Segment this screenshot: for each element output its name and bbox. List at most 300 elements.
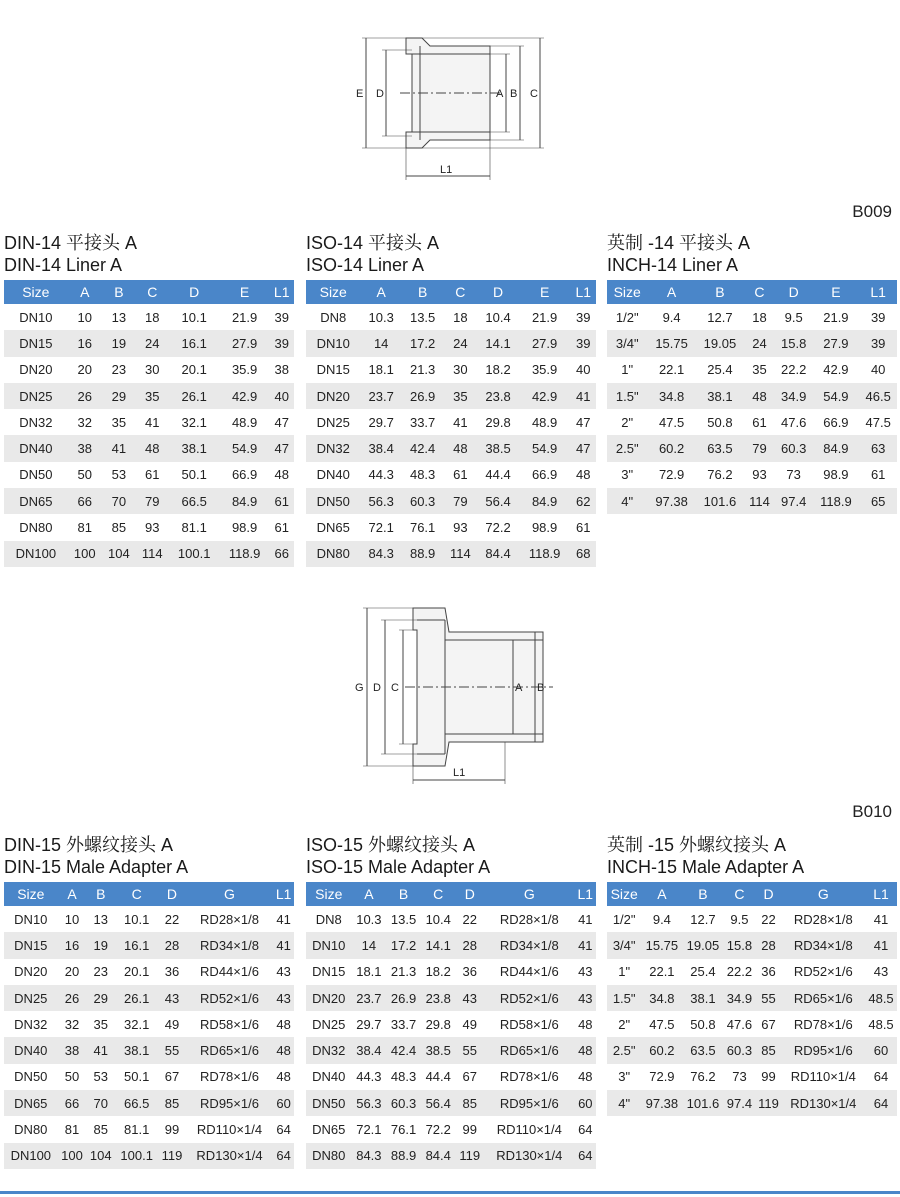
table-cell: DN80 (14, 1122, 48, 1138)
table-header-row (306, 882, 596, 906)
table-cell: DN80 (306, 541, 360, 567)
spec-table (607, 280, 897, 514)
table-cell: 81.1 (124, 1122, 150, 1138)
table-cell: 20 (77, 362, 92, 378)
table-cell: 60.2 (647, 435, 695, 461)
table-cell: 72.1 (368, 520, 394, 536)
table-cell: 64 (273, 1143, 294, 1169)
table-cell: 25.4 (707, 362, 733, 378)
table-cell: 15.8 (723, 932, 755, 958)
table-cell: 33.7 (409, 414, 436, 430)
table-cell: RD28×1/8 (499, 911, 559, 927)
table-cell: DN40 (4, 1037, 58, 1063)
table-cell: 12.7 (707, 309, 733, 325)
table-cell: 43 (158, 985, 185, 1011)
table-cell: DN8 (320, 309, 347, 325)
column-header: A (58, 882, 87, 906)
table-cell: DN20 (19, 362, 53, 378)
table-cell: 61 (752, 414, 767, 430)
table-cell: 54.9 (519, 435, 571, 461)
dim-label-a: A (515, 682, 523, 694)
table-cell: 36 (462, 964, 477, 980)
table-cell: 88.9 (402, 541, 443, 567)
table-cell: 21.3 (390, 964, 417, 980)
table-cell: RD44×1/6 (200, 964, 259, 980)
table-cell: 32 (77, 414, 92, 430)
dim-label-l1: L1 (440, 164, 453, 176)
column-header: C (421, 882, 456, 906)
table-row (4, 1011, 294, 1037)
table-cell: 42.4 (402, 435, 443, 461)
table-cell: 85 (755, 1037, 781, 1063)
column-header: C (723, 882, 755, 906)
table-cell: 19 (102, 330, 136, 356)
table-cell: 54.9 (220, 435, 270, 461)
table-cell: 55 (755, 985, 781, 1011)
table-cell: DN40 (312, 1069, 346, 1085)
table-cell: 47 (274, 414, 289, 430)
table-cell: 41 (873, 911, 889, 927)
table-cell: 9.5 (784, 309, 803, 325)
table-cell: 9.4 (662, 309, 681, 325)
table-cell: 48 (276, 1069, 291, 1085)
table-cell: 66.9 (531, 467, 558, 483)
table-row (306, 985, 596, 1011)
column-header: G (782, 882, 865, 906)
table-cell: 84.9 (812, 435, 859, 461)
table-block-iso14 (306, 232, 596, 567)
table-row (607, 959, 897, 985)
table-cell: 47 (576, 414, 591, 430)
table-cell: 39 (870, 309, 886, 325)
table-cell: 66.5 (115, 1090, 158, 1116)
table-block-inch14 (607, 232, 897, 514)
table-cell: 44.3 (356, 1069, 382, 1085)
table-cell: 53 (111, 467, 127, 483)
table-cell: 23.8 (477, 383, 518, 409)
table-title-cn: DIN-14 平接头 A (4, 233, 138, 253)
table-cell: 48.5 (865, 985, 897, 1011)
table-cell: 60.3 (386, 1090, 421, 1116)
table-title-cn: 英制 -14 平接头 A (607, 233, 751, 253)
table-row (306, 462, 596, 488)
table-cell: 70 (102, 488, 136, 514)
table-cell: 48.3 (390, 1069, 417, 1085)
table-row (4, 514, 294, 540)
table-cell: 2.5" (607, 435, 647, 461)
table-cell: 101.6 (682, 1090, 723, 1116)
table-cell: 55 (158, 1037, 185, 1063)
table-cell: 28 (158, 932, 185, 958)
table-cell: 23.8 (421, 985, 456, 1011)
column-header: G (186, 882, 274, 906)
table-cell: 104 (102, 541, 136, 567)
table-cell: 85 (456, 1090, 484, 1116)
table-cell: DN40 (316, 467, 350, 483)
spec-table (607, 882, 897, 1116)
footer-rule (0, 1191, 900, 1194)
table-cell: 15.8 (775, 330, 813, 356)
table-row (4, 932, 294, 958)
table-cell: 61 (870, 467, 886, 483)
table-cell: RD110×1/4 (790, 1069, 856, 1085)
table-title-en: INCH-14 Liner A (607, 255, 739, 275)
table-cell: 39 (570, 330, 596, 356)
table-cell: 26 (68, 383, 102, 409)
table-header-row (607, 882, 897, 906)
table-cell: 46.5 (859, 383, 897, 409)
table-row (4, 959, 294, 985)
table-cell: 19.05 (696, 330, 744, 356)
table-cell: 26.1 (169, 383, 220, 409)
dim-label-b: B (510, 88, 518, 100)
column-header: C (744, 280, 775, 304)
table-cell: 38 (68, 435, 102, 461)
table-cell: 55 (456, 1037, 484, 1063)
table-cell: 35 (111, 414, 127, 430)
table-cell: DN32 (306, 435, 360, 461)
table-cell: DN15 (312, 964, 346, 980)
table-cell: 64 (865, 1090, 897, 1116)
table-cell: 10.1 (181, 309, 207, 325)
column-header: D (158, 882, 185, 906)
table-row (607, 985, 897, 1011)
table-cell: 68 (570, 541, 596, 567)
table-cell: 47.6 (781, 414, 807, 430)
table-cell: 49 (462, 1016, 477, 1032)
table-cell: 27.9 (519, 330, 571, 356)
table-cell: DN100 (4, 541, 68, 567)
table-cell: 100.1 (115, 1143, 158, 1169)
table-cell: 97.4 (723, 1090, 755, 1116)
table-cell: 19.05 (682, 932, 723, 958)
table-cell: 17.2 (386, 932, 421, 958)
dim-label-a: A (496, 88, 504, 100)
table-cell: 60 (865, 1037, 897, 1063)
column-header: A (352, 882, 387, 906)
table-cell: 18.2 (425, 964, 451, 980)
table-cell: 118.9 (220, 541, 270, 567)
table-cell: 50 (64, 1069, 80, 1085)
table-cell: 38 (58, 1037, 87, 1063)
table-cell: 50.1 (181, 467, 207, 483)
table-cell: DN20 (306, 383, 360, 409)
table-row (306, 1116, 596, 1142)
table-cell: 60.3 (723, 1037, 755, 1063)
table-cell: DN65 (4, 1090, 58, 1116)
table-row (306, 1064, 596, 1090)
table-row (4, 906, 294, 932)
table-cell: 42.9 (220, 383, 270, 409)
table-row (306, 1090, 596, 1116)
table-cell: 114 (136, 541, 169, 567)
table-cell: 32.1 (124, 1016, 150, 1032)
table-row (4, 985, 294, 1011)
table-cell: 48 (443, 435, 477, 461)
column-header: C (115, 882, 158, 906)
column-header: L1 (269, 280, 294, 304)
table-cell: DN80 (19, 520, 53, 536)
table-block-inch15 (607, 834, 897, 1116)
table-title-en: ISO-14 Liner A (306, 255, 425, 275)
table-row (4, 462, 294, 488)
column-header: L1 (859, 280, 897, 304)
table-row (607, 1011, 897, 1037)
table-cell: 66 (269, 541, 294, 567)
table-cell: 9.5 (730, 911, 749, 927)
table-cell: 16 (68, 330, 102, 356)
table-cell: 12.7 (690, 911, 716, 927)
table-cell: 19 (86, 932, 115, 958)
table-cell: 60.3 (402, 488, 443, 514)
table-row (607, 383, 897, 409)
table-cell: 48.5 (868, 1016, 894, 1032)
column-header: L1 (575, 882, 596, 906)
table-cell: 88.9 (386, 1143, 421, 1169)
table-title-en: ISO-15 Male Adapter A (306, 857, 491, 877)
table-cell: 41 (86, 1037, 115, 1063)
table-cell: 16.1 (169, 330, 220, 356)
table-row (306, 330, 596, 356)
table-block-din14 (4, 232, 294, 567)
table-cell: 28 (755, 932, 781, 958)
spec-table (4, 882, 294, 1169)
dim-label-e: E (356, 88, 364, 100)
table-row (607, 435, 897, 461)
table-row (607, 1090, 897, 1116)
table-cell: DN10 (14, 911, 48, 927)
table-cell: 79 (136, 488, 169, 514)
table-cell: 48 (276, 1016, 291, 1032)
table-cell: 22 (164, 911, 180, 927)
table-cell: 18.1 (368, 362, 394, 378)
table-cell: 70 (86, 1090, 115, 1116)
table-row (306, 435, 596, 461)
spec-table (4, 280, 294, 567)
table-cell: 65 (859, 488, 897, 514)
table-row (4, 488, 294, 514)
table-cell: 84.4 (421, 1143, 456, 1169)
table-row (4, 541, 294, 567)
table-row (607, 1064, 897, 1090)
table-cell: 32 (64, 1016, 80, 1032)
table-row (306, 1143, 596, 1169)
table-cell: 54.9 (812, 383, 859, 409)
table-cell: 47.5 (658, 414, 685, 430)
table-cell: 33.7 (390, 1016, 417, 1032)
table-cell: 48 (744, 383, 775, 409)
table-cell: 93 (752, 467, 767, 483)
table-cell: 61 (274, 520, 289, 536)
table-cell: 21.9 (823, 309, 849, 325)
table-cell: 35 (136, 383, 169, 409)
table-cell: DN65 (4, 488, 68, 514)
table-cell: 56.3 (352, 1090, 387, 1116)
table-cell: DN15 (4, 330, 68, 356)
table-cell: 49 (164, 1016, 180, 1032)
table-row (607, 906, 897, 932)
table-cell: 72.2 (425, 1122, 451, 1138)
table-cell: 13.5 (409, 309, 436, 325)
table-cell: 27.9 (812, 330, 859, 356)
table-cell: RD110×1/4 (496, 1122, 562, 1138)
spec-table (306, 882, 596, 1169)
table-cell: 38.4 (352, 1037, 387, 1063)
table-cell: 97.38 (641, 1090, 682, 1116)
table-cell: 39 (859, 330, 897, 356)
table-cell: DN15 (4, 932, 58, 958)
table-cell: 60 (273, 1090, 294, 1116)
table-row (4, 1037, 294, 1063)
table-cell: DN25 (4, 985, 58, 1011)
table-cell: 34.8 (641, 985, 682, 1011)
table-cell: 60 (575, 1090, 596, 1116)
table-cell: 24 (136, 330, 169, 356)
table-cell: 50.1 (124, 1069, 150, 1085)
b009-cross-section-drawing (350, 28, 560, 188)
column-header: B (402, 280, 443, 304)
table-cell: 84.3 (352, 1143, 387, 1169)
column-header: D (169, 280, 220, 304)
table-cell: RD65×1/6 (186, 1037, 274, 1063)
table-cell: 76.1 (390, 1122, 417, 1138)
table-cell: 1" (618, 964, 631, 980)
column-header: A (641, 882, 682, 906)
table-cell: 38.1 (115, 1037, 158, 1063)
table-cell: DN50 (14, 1069, 48, 1085)
table-cell: 114 (443, 541, 477, 567)
table-cell: 35 (443, 383, 477, 409)
table-row (607, 409, 897, 435)
column-header: L1 (570, 280, 596, 304)
table-cell: 35.9 (231, 362, 258, 378)
table-row (4, 1116, 294, 1142)
table-cell: 62 (570, 488, 596, 514)
table-cell: 98.9 (231, 520, 258, 536)
table-cell: 81.1 (181, 520, 207, 536)
table-cell: 10.3 (368, 309, 394, 325)
table-cell: 10.4 (485, 309, 511, 325)
table-cell: DN10 (306, 330, 360, 356)
table-cell: 18.2 (485, 362, 511, 378)
table-cell: 99 (462, 1122, 477, 1138)
column-header: B (86, 882, 115, 906)
table-cell: 24 (443, 330, 477, 356)
column-header: Size (306, 280, 360, 304)
table-cell: RD130×1/4 (484, 1143, 575, 1169)
table-cell: 22.2 (781, 362, 807, 378)
table-cell: 84.9 (220, 488, 270, 514)
table-cell: 34.8 (647, 383, 695, 409)
table-cell: 98.9 (823, 467, 849, 483)
table-row (4, 435, 294, 461)
table-row (4, 409, 294, 435)
table-cell: 38.5 (477, 435, 518, 461)
table-cell: 53 (93, 1069, 108, 1085)
table-cell: 93 (453, 520, 468, 536)
table-cell: 64 (575, 1143, 596, 1169)
table-cell: 30 (145, 362, 160, 378)
table-cell: 67 (761, 1016, 776, 1032)
table-cell: RD65×1/6 (484, 1037, 575, 1063)
table-cell: 61 (576, 520, 591, 536)
table-cell: RD130×1/4 (782, 1090, 865, 1116)
column-header: D (775, 280, 813, 304)
table-cell: RD44×1/6 (499, 964, 559, 980)
dim-label-b: B (537, 682, 545, 694)
table-cell: DN25 (316, 414, 350, 430)
table-cell: 32.1 (181, 414, 207, 430)
table-cell: 26.9 (402, 383, 443, 409)
table-cell: 1" (621, 362, 634, 378)
column-header: Size (4, 882, 58, 906)
table-cell: 76.1 (409, 520, 436, 536)
table-title-en: DIN-14 Liner A (4, 255, 123, 275)
table-cell: RD95×1/6 (782, 1037, 865, 1063)
column-header: B (102, 280, 136, 304)
table-cell: 22.1 (658, 362, 685, 378)
column-header: L1 (273, 882, 294, 906)
table-cell: 41 (273, 932, 294, 958)
table-cell: 85 (158, 1090, 185, 1116)
table-cell: 56.4 (477, 488, 518, 514)
table-cell: 10.3 (356, 911, 382, 927)
table-header-row (4, 280, 294, 304)
table-cell: 43 (575, 985, 596, 1011)
table-cell: 1.5" (607, 985, 641, 1011)
table-cell: 79 (443, 488, 477, 514)
table-cell: 50 (77, 467, 92, 483)
table-cell: 48 (274, 467, 289, 483)
table-cell: 10 (64, 911, 80, 927)
table-row (4, 357, 294, 383)
table-block-din15 (4, 834, 294, 1169)
table-cell: 98.9 (531, 520, 558, 536)
table-cell: DN50 (306, 488, 360, 514)
table-cell: 48 (578, 1069, 593, 1085)
table-cell: 56.3 (360, 488, 401, 514)
table-cell: RD95×1/6 (186, 1090, 274, 1116)
table-cell: 10.4 (425, 911, 451, 927)
table-cell: 48 (578, 1016, 593, 1032)
table-cell: 10.1 (124, 911, 150, 927)
column-header: Size (607, 280, 647, 304)
table-cell: 22 (761, 911, 776, 927)
table-cell: 43 (273, 985, 294, 1011)
table-cell: 72.1 (356, 1122, 382, 1138)
table-row (306, 409, 596, 435)
table-cell: 41 (145, 414, 160, 430)
table-cell: 21.9 (531, 309, 558, 325)
table-row (4, 1143, 294, 1169)
table-row (306, 1011, 596, 1037)
table-cell: 22.1 (649, 964, 675, 980)
b010-cross-section-drawing (345, 602, 555, 787)
table-cell: 30 (453, 362, 468, 378)
table-cell: DN20 (14, 964, 48, 980)
table-cell: 97.38 (647, 488, 695, 514)
table-cell: 44.3 (368, 467, 394, 483)
table-cell: 24 (744, 330, 775, 356)
table-cell: 93 (145, 520, 160, 536)
table-cell: 38.1 (682, 985, 723, 1011)
table-header-row (4, 882, 294, 906)
table-cell: 39 (269, 330, 294, 356)
table-cell: 14.1 (421, 932, 456, 958)
table-cell: 1.5" (607, 383, 647, 409)
table-cell: 47.5 (649, 1016, 675, 1032)
table-cell: 61 (145, 467, 160, 483)
